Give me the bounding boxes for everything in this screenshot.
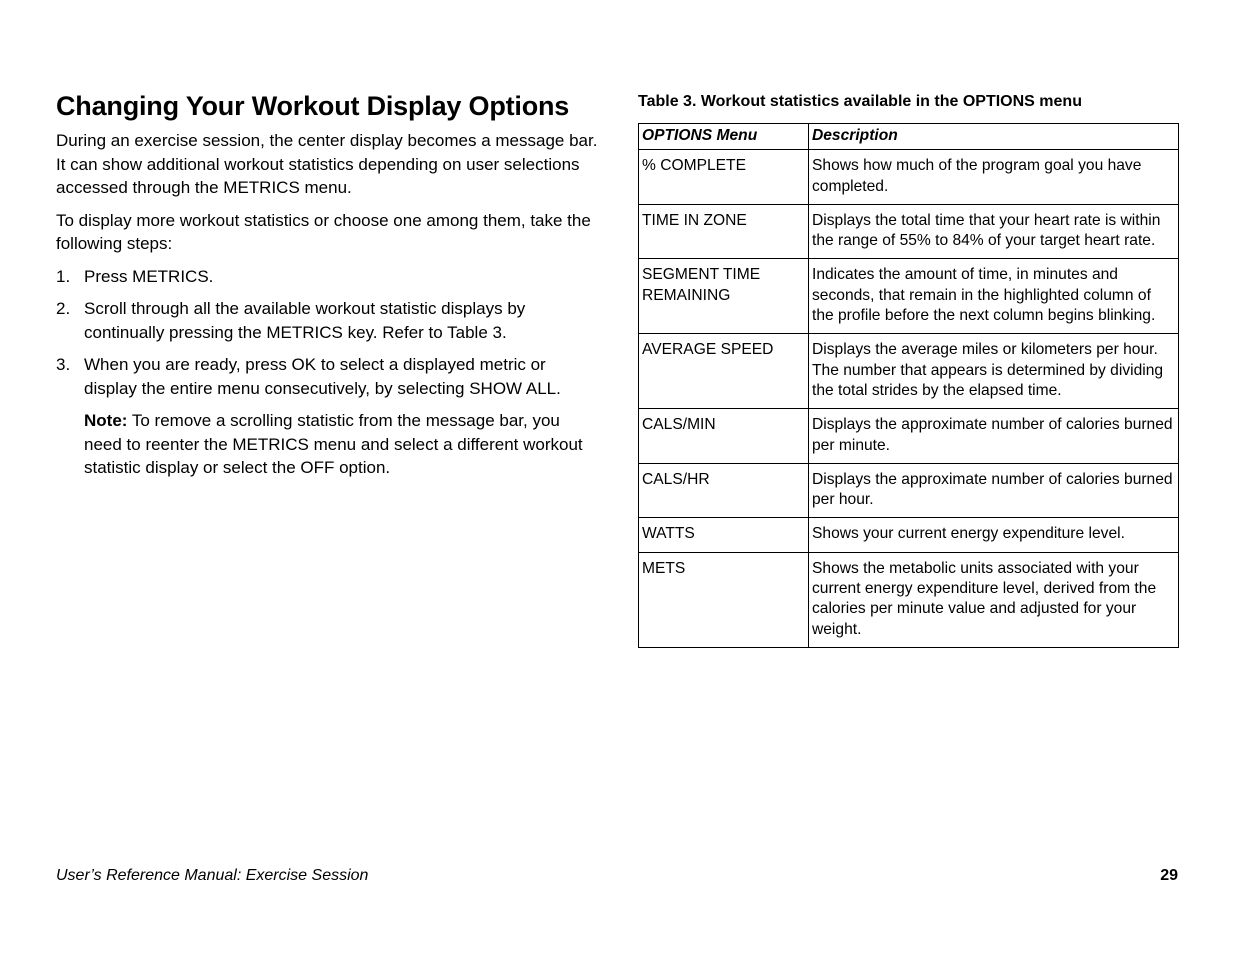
- table-header-row: [639, 124, 1179, 150]
- step-text: Press METRICS.: [84, 266, 214, 286]
- table-row: [639, 463, 1179, 518]
- option-cell: CALS/HR: [639, 463, 809, 518]
- description-cell: Shows your current energy expenditure level.: [809, 518, 1179, 552]
- footer-title: User’s Reference Manual: Exercise Session: [56, 867, 369, 884]
- step-text: Scroll through all the available workout statistic displays by continually pressing the METRICS key. Refer to Table 3.: [84, 299, 526, 342]
- steps-list: [56, 265, 601, 401]
- step-item: [56, 265, 601, 289]
- option-cell: WATTS: [639, 518, 809, 552]
- table-caption: Table 3. Workout statistics available in the OPTIONS menu: [638, 93, 1082, 110]
- table-row: [639, 552, 1179, 647]
- column-header-options: OPTIONS Menu: [639, 124, 809, 150]
- table-row: [639, 334, 1179, 409]
- column-header-description: Description: [809, 124, 1179, 150]
- section-heading: Changing Your Workout Display Options: [56, 91, 570, 121]
- table-row: [639, 409, 1179, 464]
- table-row: [639, 518, 1179, 552]
- steps-intro-paragraph: To display more workout statistics or choose one among them, take the following steps:: [56, 210, 591, 253]
- note-text: To remove a scrolling statistic from the message bar, you need to reenter the METRICS menu and select a different workout statistic display or select the OFF option.: [84, 411, 583, 477]
- note-paragraph: [56, 409, 601, 480]
- step-item: [56, 297, 601, 344]
- right-column: [638, 92, 1178, 648]
- description-cell: Displays the average miles or kilometers per hour. The number that appears is determined by dividing the total strides by the elapsed time.: [809, 334, 1179, 409]
- description-cell: Shows how much of the program goal you have completed.: [809, 150, 1179, 205]
- option-cell: % COMPLETE: [639, 150, 809, 205]
- step-number: 3.: [56, 355, 71, 374]
- description-cell: Shows the metabolic units associated with your current energy expenditure level, derived from the calories per minute value and adjusted for your weight.: [809, 552, 1179, 647]
- description-cell: Displays the approximate number of calories burned per hour.: [809, 463, 1179, 518]
- option-cell: AVERAGE SPEED: [639, 334, 809, 409]
- option-cell: SEGMENT TIME REMAINING: [639, 259, 809, 334]
- step-number: 2.: [56, 299, 71, 318]
- step-item: [56, 353, 601, 400]
- left-column: [56, 88, 601, 480]
- option-cell: METS: [639, 552, 809, 647]
- table-row: [639, 259, 1179, 334]
- option-cell: TIME IN ZONE: [639, 204, 809, 259]
- table-row: [639, 150, 1179, 205]
- step-number: 1.: [56, 266, 71, 286]
- note-label: Note:: [84, 411, 128, 430]
- workout-statistics-table: [638, 123, 1179, 648]
- option-cell: CALS/MIN: [639, 409, 809, 464]
- description-cell: Displays the approximate number of calories burned per minute.: [809, 409, 1179, 464]
- description-cell: Displays the total time that your heart rate is within the range of 55% to 84% of your target heart rate.: [809, 204, 1179, 259]
- table-row: [639, 204, 1179, 259]
- description-cell: Indicates the amount of time, in minutes and seconds, that remain in the highlighted column of the profile before the next column begins blinking.: [809, 259, 1179, 334]
- step-text: When you are ready, press OK to select a displayed metric or display the entire menu consecutively, by selecting SHOW ALL.: [84, 355, 561, 398]
- page-number: 29: [1160, 867, 1178, 884]
- intro-paragraph: During an exercise session, the center display becomes a message bar. It can show additional workout statistics depending on user selections accessed through the METRICS menu.: [56, 131, 598, 197]
